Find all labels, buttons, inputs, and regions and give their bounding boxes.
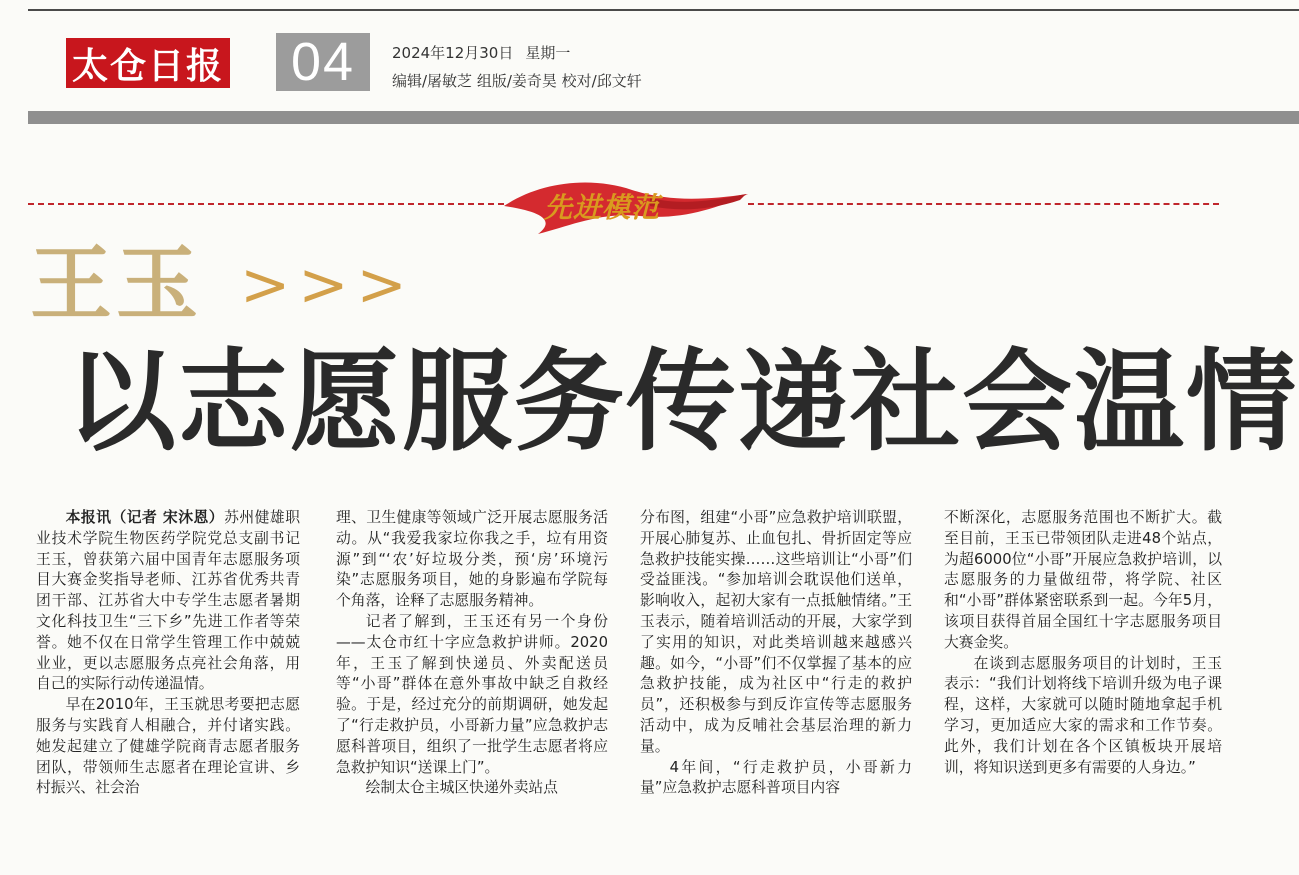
article-column-3 [640, 508, 912, 875]
column-name: 先进模范 [544, 191, 661, 224]
column-divider-left [28, 203, 504, 205]
page-number: 04 [276, 33, 370, 91]
paragraph: 本报讯（记者 宋沐恩）苏州健雄职业技术学院生物医药学院党总支副书记王玉，曾获第六届中国青年志愿服务项目大赛金奖指导老师、江苏省优秀共青团干部、江苏省大中专学生志愿者暑期文化科技卫生“三下乡”先进工作者等荣誉。她不仅在日常学生管理工作中兢兢业业，更以志愿服务点亮社会角落，用自己的实际行动传递温情。 [36, 509, 300, 693]
paragraph: 理、卫生健康等领域广泛开展志愿服务活动。从“我爱我家垃你我之手，垃有用资源”到“‘农’好垃圾分类，预‘房’环境污染”志愿服务项目，她的身影遍布学院每个角落，诠释了志愿服务精神。 [336, 509, 608, 610]
paragraph: 早在2010年，王玉就思考要把志愿服务与实践育人相融合，并付诸实践。她发起建立了健雄学院商青志愿者服务团队，带领师生志愿者在理论宣讲、乡村振兴、社会治 [36, 696, 300, 797]
paragraph: 不断深化，志愿服务范围也不断扩大。截至目前，王玉已带领团队走进48个站点，为超6000位“小哥”开展应急救护培训，以志愿服务的力量做纽带，将学院、社区和“小哥”群体紧密联系到一起。今年5月，该项目获得首届全国红十字志愿服务项目大赛金奖。 [944, 509, 1222, 651]
person-name: 王玉 [30, 236, 203, 332]
article-column-2 [336, 508, 608, 875]
newspaper-logo: 太仓日报 [66, 38, 230, 88]
paragraph: 4年间，“行走救护员，小哥新力量”应急救护志愿科普项目内容 [640, 758, 912, 797]
issue-date: 2024年12月30日 [392, 44, 514, 62]
issue-date-line [392, 42, 570, 63]
paragraph: 记者了解到，王玉还有另一个身份——太仓市红十字应急救护讲师。2020年，王玉了解到快递员、外卖配送员等“小哥”群体在意外事故中缺乏自救经验。于是，经过充分的前期调研，她发起了“行走救护员，小哥新力量”应急救护志愿科普项目，组织了一批学生志愿者将应急救护知识“送课上门”。 [336, 612, 608, 776]
article-column-4 [944, 508, 1222, 875]
article-column-1 [36, 508, 300, 875]
column-divider-right [748, 203, 1219, 205]
chevron-arrows-icon: >>> [240, 250, 415, 320]
staff-credits: 编辑/屠敏芝 组版/姜奇昊 校对/邱文轩 [392, 72, 642, 90]
paragraph: 在谈到志愿服务项目的计划时，王玉表示：“我们计划将线下培训升级为电子课程，这样，大家就可以随时随地拿起手机学习，更加适应大家的需求和工作节奏。此外，我们计划在各个区镇板块开展培训，将知识送到更多有需要的人身边。” [944, 654, 1222, 776]
article-headline: 以志愿服务传递社会温情 [66, 337, 1298, 466]
byline: 本报讯（记者 宋沐恩） [65, 509, 225, 526]
header-band [28, 111, 1299, 124]
paragraph: 绘制太仓主城区快递外卖站点 [365, 779, 558, 797]
issue-weekday: 星期一 [525, 44, 571, 62]
column-logo [500, 176, 752, 238]
top-rule [28, 9, 1299, 11]
paragraph: 分布图，组建“小哥”应急救护培训联盟，开展心肺复苏、止血包扎、骨折固定等应急救护技能实操……这些培训让“小哥”们受益匪浅。“参加培训会耽误他们送单，影响收入，起初大家有一点抵触情绪。”王玉表示，随着培训活动的开展，大家学到了实用的知识，对此类培训越来越感兴趣。如今，“小哥”们不仅掌握了基本的应急救护技能，成为社区中“行走的救护员”，还积极参与到反诈宣传等志愿服务活动中，成为反哺社会基层治理的新力量。 [640, 509, 912, 755]
